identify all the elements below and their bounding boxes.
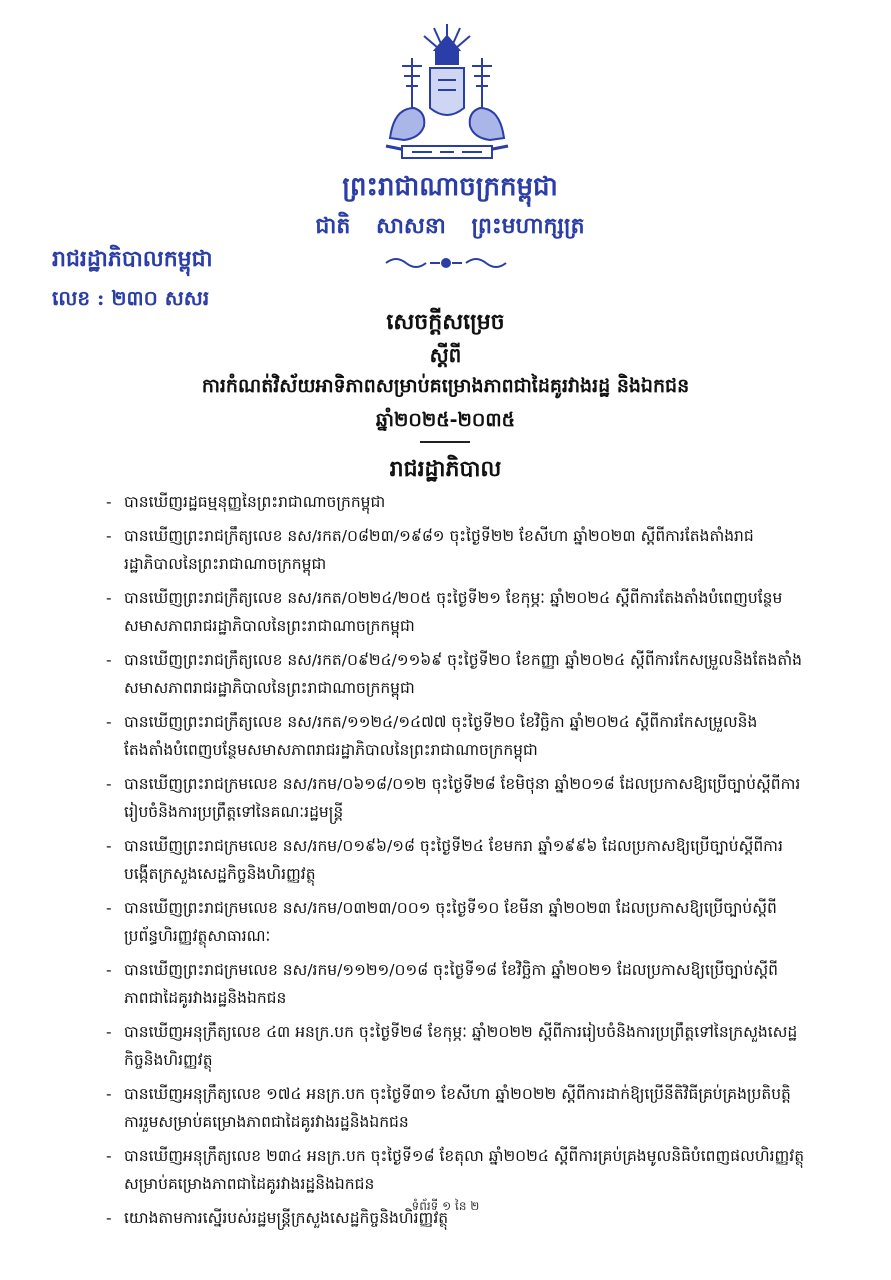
legal-basis-item: - បានឃើញព្រះរាជក្រមលេខ នស/រកម/០៣២៣/០០១ ចុះថ្ងៃទី១០ ខែមីនា ឆ្នាំ២០២៣ ដែលប្រកាសឱ្យប្រើច្បាប់ស្តីពីប្រព័ន្ធហិរញ្ញវត្ថុសាធារណៈ	[106, 894, 806, 950]
national-motto: ជាតិ សាសនា ព្រះមហាក្សត្រ	[315, 213, 585, 239]
legal-basis-item: - បានឃើញព្រះរាជក្រឹត្យលេខ នស/រកត/០៩២៤/១១៦៩ ចុះថ្ងៃទី២០ ខែកញ្ញា ឆ្នាំ២០២៤ ស្តីពីការកែសម្រួលនិងតែងតាំងសមាសភាពរាជរដ្ឋាភិបាលនៃព្រះរាជាណាចក្រកម្ពុជា	[106, 646, 806, 702]
decision-subject: ការកំណត់វិស័យអាទិភាពសម្រាប់គម្រោងភាពជាដៃគូរវាងរដ្ឋ និងឯកជន	[201, 375, 690, 397]
legal-basis-item: - យោងតាមការស្នើរបស់រដ្ឋមន្ត្រីក្រសួងសេដ្ឋកិច្ចនិងហិរញ្ញវត្ថុ	[106, 1204, 806, 1232]
legal-basis-item: - បានឃើញព្រះរាជក្រឹត្យលេខ នស/រកត/០៨២៣/១៩៨១ ចុះថ្ងៃទី២២ ខែសីហា ឆ្នាំ២០២៣ ស្តីពីការតែងតាំងរាជរដ្ឋាភិបាលនៃព្រះរាជាណាចក្រកម្ពុជា	[106, 522, 806, 578]
reference-number: លេខ : ២៣០ សសរ	[52, 286, 210, 310]
legal-basis-item: - បានឃើញរដ្ឋធម្មនុញ្ញនៃព្រះរាជាណាចក្រកម្ពុជា	[106, 488, 806, 516]
legal-basis-list	[106, 488, 806, 1238]
legal-basis-item: - បានឃើញព្រះរាជក្រឹត្យលេខ នស/រកត/០២២៤/២០៥ ចុះថ្ងៃទី២១ ខែកុម្ភៈ ឆ្នាំ២០២៤ ស្តីពីការតែងតាំងបំពេញបន្ថែមសមាសភាពរាជរដ្ឋាភិបាលនៃព្រះរាជាណាចក្រកម្ពុជា	[106, 584, 806, 640]
title-divider	[420, 441, 470, 443]
kingdom-title: ព្រះរាជាណាចក្រកម្ពុជា	[342, 172, 558, 202]
legal-basis-item: - បានឃើញអនុក្រឹត្យលេខ ២៣៤ អនក្រ.បក ចុះថ្ងៃទី១៨ ខែតុលា ឆ្នាំ២០២៤ ស្តីពីការគ្រប់គ្រងមូលនិធិបំពេញផលហិរញ្ញវត្ថុសម្រាប់គម្រោងភាពជាដៃគូរវាងរដ្ឋនិងឯកជន	[106, 1142, 806, 1198]
legal-basis-item: - បានឃើញព្រះរាជក្រមលេខ នស/រកម/០១៩៦/១៨ ចុះថ្ងៃទី២៤ ខែមករា ឆ្នាំ១៩៩៦ ដែលប្រកាសឱ្យប្រើច្បាប់ស្តីពីការបង្កើតក្រសួងសេដ្ឋកិច្ចនិងហិរញ្ញវត្ថុ	[106, 832, 806, 888]
legal-basis-item: - បានឃើញព្រះរាជក្រមលេខ នស/រកម/០៦១៨/០១២ ចុះថ្ងៃទី២៨ ខែមិថុនា ឆ្នាំ២០១៨ ដែលប្រកាសឱ្យប្រើច្បាប់ស្តីពីការរៀបចំនិងការប្រព្រឹត្តទៅនៃគណៈរដ្ឋមន្ត្រី	[106, 770, 806, 826]
about-label: ស្តីពី	[429, 343, 462, 367]
government-section-header: រាជរដ្ឋាភិបាល	[389, 457, 502, 482]
page-number: ទំព័រទី ១ នៃ ២	[411, 1199, 480, 1213]
document-type-title: សេចក្តីសម្រេច	[386, 310, 505, 335]
issuing-government: រាជរដ្ឋាភិបាលកម្ពុជា	[52, 246, 213, 272]
decision-period: ឆ្នាំ២០២៥-២០៣៥	[375, 409, 516, 431]
legal-basis-item: - បានឃើញអនុក្រឹត្យលេខ ១៧៤ អនក្រ.បក ចុះថ្ងៃទី៣១ ខែសីហា ឆ្នាំ២០២២ ស្តីពីការដាក់ឱ្យប្រើនីតិវិធីគ្រប់គ្រងប្រតិបត្តិការរួមសម្រាប់គម្រោងភាពជាដៃគូរវាងរដ្ឋនិងឯកជន	[106, 1080, 806, 1136]
legal-basis-item: - បានឃើញព្រះរាជក្រមលេខ នស/រកម/១១២១/០១៨ ចុះថ្ងៃទី១៨ ខែវិច្ឆិកា ឆ្នាំ២០២១ ដែលប្រកាសឱ្យប្រើច្បាប់ស្តីពីភាពជាដៃគូរវាងរដ្ឋនិងឯកជន	[106, 956, 806, 1012]
legal-basis-item: - បានឃើញអនុក្រឹត្យលេខ ៤៣ អនក្រ.បក ចុះថ្ងៃទី២៨ ខែកុម្ភៈ ឆ្នាំ២០២២ ស្តីពីការរៀបចំនិងការប្រព្រឹត្តទៅនៃក្រសួងសេដ្ឋកិច្ចនិងហិរញ្ញវត្ថុ	[106, 1018, 806, 1074]
legal-basis-item: - បានឃើញព្រះរាជក្រឹត្យលេខ នស/រកត/១១២៤/១៤៧៧ ចុះថ្ងៃទី២០ ខែវិច្ឆិកា ឆ្នាំ២០២៤ ស្តីពីការកែសម្រួលនិងតែងតាំងបំពេញបន្ថែមសមាសភាពរាជរដ្ឋាភិបាលនៃព្រះរាជាណាចក្រកម្ពុជា	[106, 708, 806, 764]
royal-arms-emblem-icon	[372, 18, 522, 166]
decorative-ornament-icon	[382, 254, 510, 272]
